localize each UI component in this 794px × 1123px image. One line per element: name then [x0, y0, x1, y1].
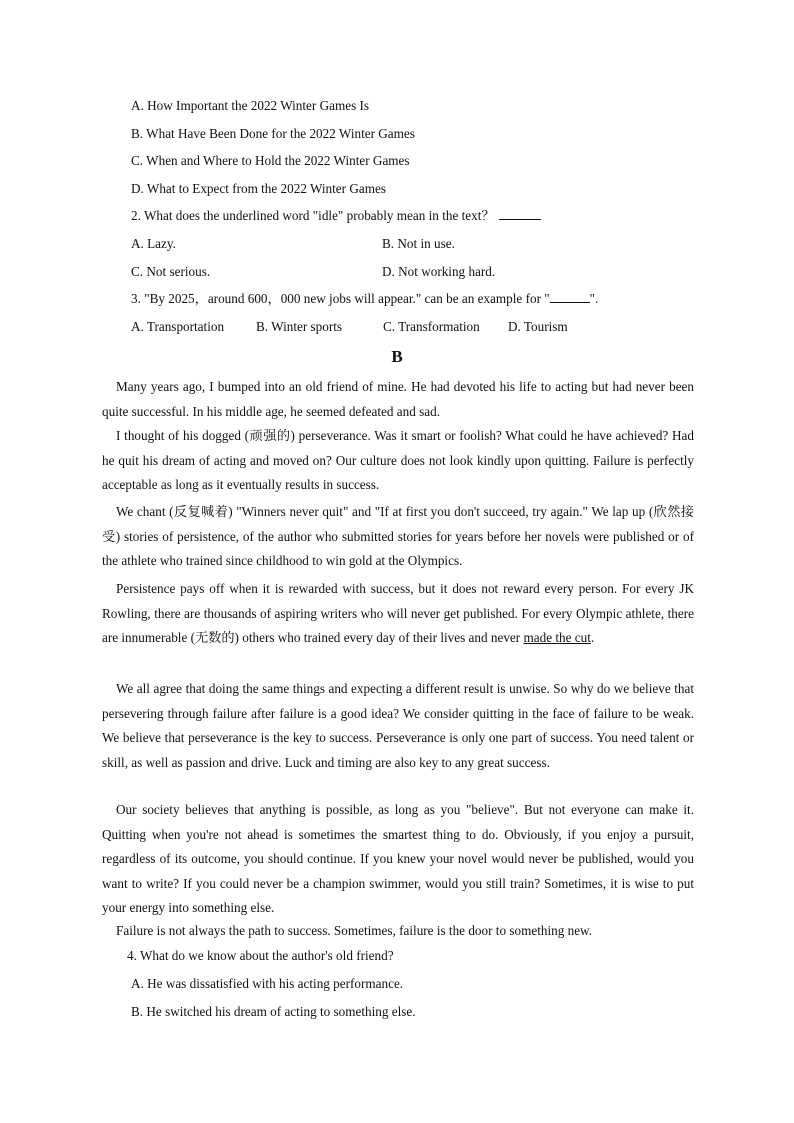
q4-option-b: B. He switched his dream of acting to something else. — [131, 1004, 416, 1019]
paragraph-4-text: Persistence pays off when it is rewarded with success, but it does not reward every person. For every JK Rowling, there are thousands of aspiring writers who will never get published. For every Olympic athlete, there are innumerable (无数的) others who trained every day of their lives and never — [102, 581, 694, 645]
q2-option-d: D. Not working hard. — [382, 264, 496, 279]
paragraph-4-end: . — [590, 630, 595, 645]
q1-option-b: B. What Have Been Done for the 2022 Winter Games — [131, 126, 415, 141]
q2-option-a: A. Lazy. — [131, 236, 176, 251]
q3-stem — [131, 290, 598, 308]
q4-option-a: A. He was dissatisfied with his acting performance. — [131, 976, 404, 991]
q2-option-c: C. Not serious. — [131, 264, 211, 279]
passage-paragraph-4 — [102, 577, 694, 651]
q2-answer-blank[interactable] — [499, 207, 541, 220]
q3-option-d: D. Tourism — [508, 319, 568, 334]
q3-option-b: B. Winter sports — [256, 319, 343, 334]
q1-option-d: D. What to Expect from the 2022 Winter Games — [131, 181, 386, 196]
underlined-phrase-made-the-cut: made the cut — [523, 630, 591, 645]
q2-stem-text: 2. What does the underlined word "idle" probably mean in the text？ — [131, 208, 495, 223]
q3-stem-end: ". — [589, 291, 599, 306]
passage-paragraph-6: Our society believes that anything is possible, as long as you "believe". But not everyone can make it. Quitting when you're not ahead is sometimes the smartest thing to do. Obviously, if you enjoy a pursuit, regardless of its outcome, you should continue. If you knew your novel would never be published, would you want to write? If you could never be a champion swimmer, would you still train? Sometimes, it is wise to put your energy into something else. — [102, 802, 694, 915]
passage-paragraph-7: Failure is not always the path to success. Sometimes, failure is the door to something new. — [116, 923, 593, 938]
q3-option-c: C. Transformation — [383, 319, 480, 334]
q1-option-c: C. When and Where to Hold the 2022 Winter Games — [131, 153, 410, 168]
q2-stem — [131, 207, 541, 225]
section-b-heading: B — [391, 347, 403, 366]
passage-paragraph-3: We chant (反复喊着) "Winners never quit" and "If at first you don't succeed, try again." We lap up (欣然接受) stories of persistence, of the author who submitted stories for years before her novels were published or of the athlete who trained since childhood to win gold at the Olympics. — [102, 504, 694, 568]
q3-stem-text: 3. "By 2025，around 600，000 new jobs will appear." can be an example for " — [131, 291, 550, 306]
q3-answer-blank[interactable] — [550, 290, 590, 303]
passage-paragraph-5: We all agree that doing the same things and expecting a different result is unwise. So why do we believe that persevering through failure after failure is a good idea? We consider quitting in the face of failure to be weak. We believe that perseverance is the key to success. Perseverance is only one part of success. You need talent or skill, as well as passion and drive. Luck and timing are also key to any great success. — [102, 681, 694, 770]
q2-option-b: B. Not in use. — [382, 236, 455, 251]
passage-paragraph-1: Many years ago, I bumped into an old friend of mine. He had devoted his life to acting but had never been quite successful. In his middle age, he seemed defeated and sad. — [102, 379, 694, 419]
q4-stem: 4. What do we know about the author's old friend? — [127, 948, 394, 963]
q3-option-a: A. Transportation — [131, 319, 225, 334]
passage-paragraph-2: I thought of his dogged (顽强的) perseverance. Was it smart or foolish? What could he have achieved? Had he quit his dream of acting and moved on? Our culture does not look kindly upon quitting. Failure is perfectly acceptable as long as it eventually results in success. — [102, 428, 694, 492]
q1-option-a: A. How Important the 2022 Winter Games Is — [131, 98, 370, 113]
